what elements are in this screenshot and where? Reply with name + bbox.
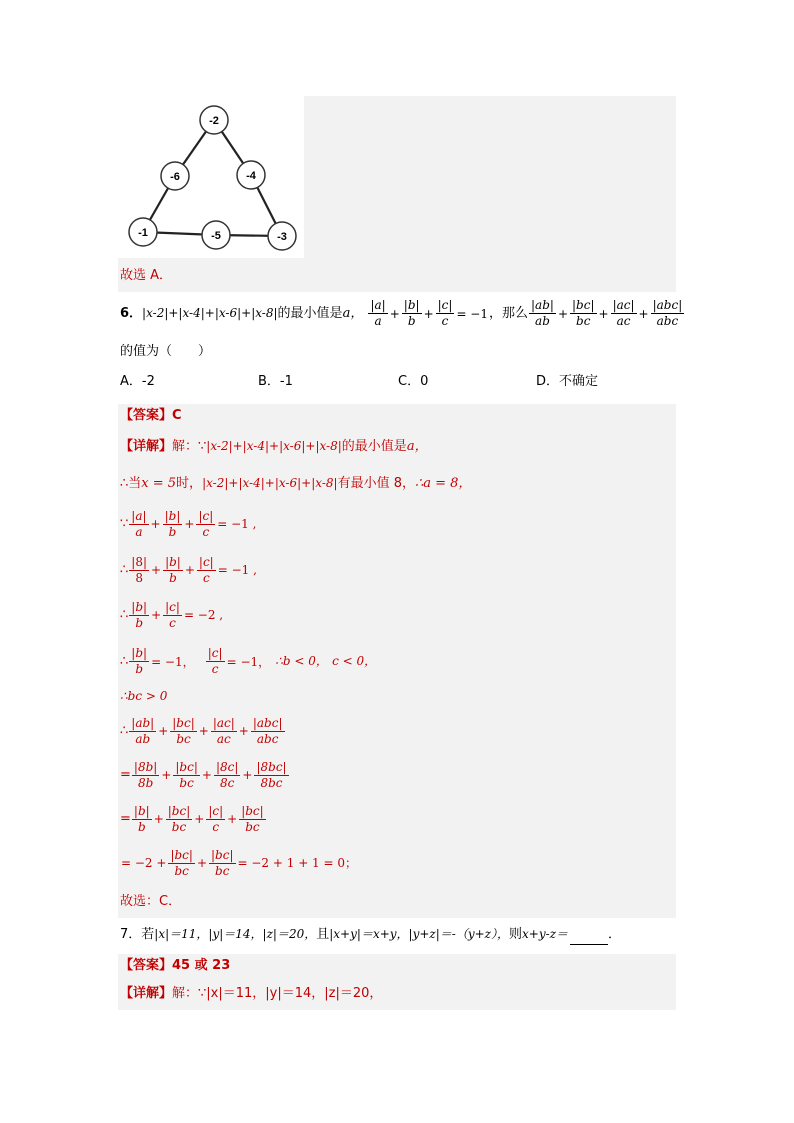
- q6-step-signs: ∴ $\frac{|b|}{b}$ = −1， $\frac{|c|}{c}$ = −1， ∴b < 0， c < 0，: [120, 646, 377, 676]
- q7-and: 且: [316, 927, 330, 942]
- q6-step-sub8: = $\frac{|8b|}{8b}$ + $\frac{|bc|}{bc}$ + $\frac{|8c|}{8c}$ + $\frac{|8bc|}{8bc}$: [120, 759, 287, 790]
- q6-step-given: ∵ $\frac{|a|}{a}$ + $\frac{|b|}{b}$ + $\frac{|c|}{c}$ = −1 ,: [120, 508, 257, 539]
- q7-stem: [120, 924, 621, 945]
- q6-stem-end: 的值为（ ）: [120, 344, 212, 359]
- figure-node-4: [129, 218, 157, 246]
- figure-node-1-label: -2: [209, 115, 219, 127]
- q6-conclusion: 故选：C．: [120, 894, 182, 909]
- q7-detail: [120, 984, 382, 1004]
- q6-detail-expression: |x-2|+|x-4|+|x-6|+|x-8|: [206, 439, 342, 453]
- q7-answer-value: 45 或 23: [172, 958, 231, 973]
- q7-abs-y: |y|＝14，: [208, 927, 263, 941]
- q6-step-signs-symbol: ∴: [120, 654, 129, 669]
- q6-step-bc-sum: ∴ $\frac{|b|}{b}$ + $\frac{|c|}{c}$ = −2 ,: [120, 599, 224, 630]
- q6-step-bc-sum-symbol: ∴: [120, 607, 129, 623]
- q6-step-final: = −2 + $\frac{|bc|}{bc}$ + $\frac{|bc|}{bc}$ = −2 + 1 + 1 = 0；: [121, 847, 358, 878]
- q6-answer: [120, 406, 182, 426]
- q6-step-min-value: 有最小值 8，: [337, 476, 415, 491]
- q6-step-bc-sum-rhs: = −2 ,: [183, 608, 224, 622]
- q6-step-substitute: ∴ $\frac{|8|}{8}$ + $\frac{|b|}{b}$ + $\frac{|c|}{c}$ = −1 ,: [120, 554, 257, 585]
- q6-step-sub8-prefix: =: [120, 767, 131, 783]
- figure-node-6: [268, 222, 296, 250]
- q7-end: ．: [608, 927, 622, 942]
- figure-node-2-label: -6: [170, 171, 180, 183]
- q6-step-min-pre: ∴当: [120, 476, 142, 491]
- q7-answer-blank: [570, 930, 608, 945]
- figure-node-4-label: -1: [138, 227, 148, 239]
- q7-answer-label: 【答案】: [120, 958, 173, 973]
- figure-node-2: [161, 162, 189, 190]
- triangle-number-figure: [118, 96, 304, 258]
- q7-number: 7．若: [120, 927, 155, 942]
- q6-option-b: B．-1: [258, 374, 293, 389]
- q6-stem-mid: 的最小值是: [277, 306, 343, 321]
- q6-step-simplify-prefix: =: [120, 811, 131, 827]
- q6-step-final-rhs: = −2 + 1 + 1 = 0；: [237, 856, 358, 870]
- q6-step-substitute-symbol: ∴: [120, 562, 129, 578]
- q6-detail-label: 【详解】: [120, 439, 173, 454]
- figure-node-3: [237, 161, 265, 189]
- q6-step-substitute-rhs: = −1 ,: [217, 563, 257, 577]
- q6-option-c: C．0: [398, 374, 429, 389]
- q6-step-signs-c-rhs: = −1，: [226, 654, 271, 669]
- q6-var-a: a，: [342, 306, 364, 321]
- q6-step-min: [120, 473, 471, 494]
- q7-detail-label: 【详解】: [120, 986, 173, 1001]
- q6-step-final-prefix: = −2 +: [121, 856, 167, 870]
- q6-stem: 6．|x-2|+|x-4|+|x-6|+|x-8|的最小值是a， $\frac{|a|}{a}$ + $\frac{|b|}{b}$ + $\frac{|c|}{c}$ = −1，那么 $\frac{|ab|}{ab}$ + $\frac{|bc|}{bc}$ + $\frac{|ac|}{ac}$ + $\frac{\text{|abc|}}{\text{abc}}$: [120, 298, 683, 328]
- figure-node-5: [202, 221, 230, 249]
- q7-condition-2: |y+z|＝-（y+z），: [408, 927, 510, 941]
- q6-step-bc-positive: [120, 686, 167, 707]
- figure-node-5-label: -5: [211, 230, 221, 242]
- q6-detail-var-a: a，: [406, 439, 428, 454]
- q6-expression: |x-2|+|x-4|+|x-6|+|x-8|: [142, 306, 278, 320]
- q6-step-bc-positive-text: ∴bc > 0: [120, 689, 168, 703]
- q6-condition-rhs: = −1: [456, 306, 488, 321]
- q6-then: ，那么: [489, 306, 529, 321]
- q6-answer-value: C: [172, 408, 182, 423]
- figure-node-3-label: -4: [246, 170, 256, 182]
- q6-step-target: ∴ $\frac{|ab|}{ab}$ + $\frac{|bc|}{bc}$ + $\frac{|ac|}{ac}$ + $\frac{\text{|abc|}}{\text{abc}}$: [120, 715, 283, 746]
- q7-condition-1: |x+y|＝x+y，: [329, 927, 409, 941]
- q7-answer: [120, 956, 230, 976]
- q6-options: [120, 372, 640, 392]
- figure-node-1: [200, 106, 228, 134]
- q6-option-d: D．不确定: [536, 374, 599, 389]
- q6-step-given-symbol: ∵: [120, 516, 129, 532]
- q6-number: 6．: [120, 306, 143, 321]
- q6-step-signs-b-rhs: = −1，: [151, 654, 195, 669]
- q6-step-min-x: x = 5: [141, 476, 177, 491]
- q6-detail-intro: [120, 436, 428, 457]
- q6-step-target-symbol: ∴: [120, 723, 129, 739]
- q6-step-min-a: ∴a = 8，: [414, 476, 472, 491]
- q7-abs-z: |z|＝20，: [262, 927, 317, 941]
- q6-step-min-mid: 时，: [176, 476, 203, 491]
- q7-abs-x: |x|＝11，: [154, 927, 209, 941]
- q6-step-c-negative: c < 0，: [332, 654, 377, 668]
- q5-conclusion: 故选 A．: [120, 268, 173, 283]
- q6-step-min-expression: |x-2|+|x-4|+|x-6|+|x-8|: [202, 476, 338, 490]
- q6-detail-intro-end: 的最小值是: [341, 439, 407, 454]
- figure-node-6-label: -3: [277, 231, 287, 243]
- q6-step-simplify: = $\frac{|b|}{b}$ + $\frac{|bc|}{bc}$ + $\frac{|c|}{c}$ + $\frac{|bc|}{bc}$: [120, 803, 264, 834]
- q6-step-b-negative: ∴b < 0，: [275, 654, 328, 668]
- q6-answer-label: 【答案】: [120, 408, 173, 423]
- q6-option-a: A．-2: [120, 374, 155, 389]
- q7-detail-text: 解：∵|x|＝11，|y|＝14，|z|＝20，: [172, 986, 383, 1001]
- q6-detail-intro-text: 解：∵: [172, 439, 207, 454]
- q6-step-given-rhs: = −1 ,: [217, 517, 257, 531]
- q7-then: 则: [509, 927, 523, 942]
- q7-target: x+y-z＝: [522, 927, 569, 941]
